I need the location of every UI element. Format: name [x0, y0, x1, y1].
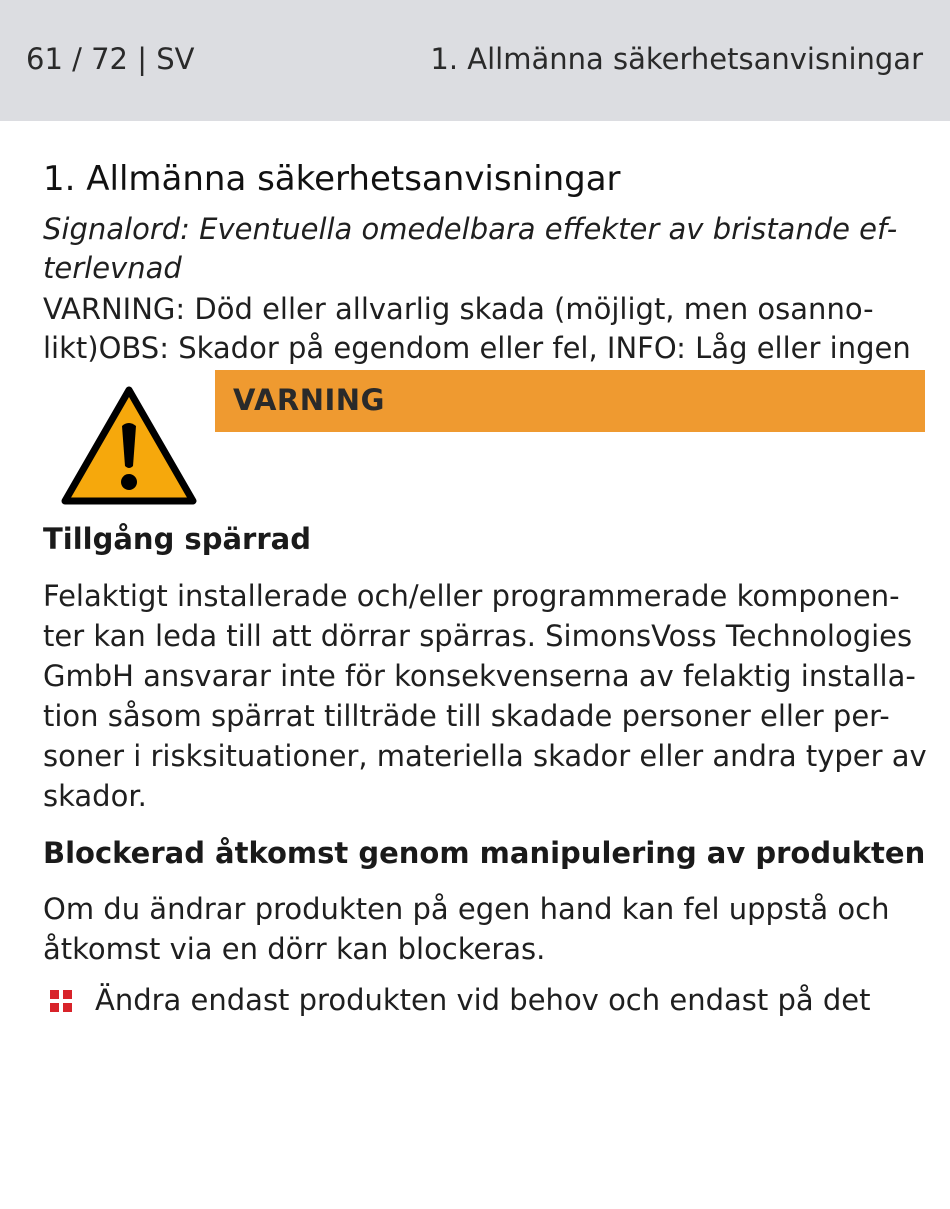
manipulation-text — [43, 889, 927, 969]
paragraph-line: soner i risksituationer, materiella skador eller andra typer av — [43, 739, 927, 773]
signal-line: terlevnad — [43, 251, 182, 285]
page-content — [43, 158, 927, 1020]
red-squares-bullet-icon — [50, 990, 72, 1012]
paragraph-line: GmbH ansvarar inte för konsekvenserna av felaktig installa- — [43, 659, 916, 693]
warning-label: VARNING — [233, 383, 385, 417]
warning-bar — [215, 370, 925, 432]
paragraph-line: Felaktigt installerade och/eller programmerade komponen- — [43, 579, 900, 613]
list-item — [43, 980, 927, 1020]
levels-line: likt)OBS: Skador på egendom eller fel, INFO: Låg eller ingen — [43, 331, 911, 365]
signal-levels — [43, 290, 927, 368]
section-title: 1. Allmänna säkerhetsanvisningar — [43, 159, 621, 199]
paragraph-line: Om du ändrar produkten på egen hand kan fel uppstå och — [43, 892, 890, 926]
signal-word-description — [43, 210, 927, 288]
page-header — [0, 0, 950, 121]
signal-line: Signalord: Eventuella omedelbara effekter av bristande ef- — [43, 212, 898, 246]
warning-triangle-icon — [59, 384, 199, 508]
paragraph-line: skador. — [43, 779, 147, 813]
paragraph-line: åtkomst via en dörr kan blockeras. — [43, 932, 546, 966]
access-blocked-text — [43, 576, 927, 816]
paragraph-line: tion såsom spärrat tillträde till skadade personer eller per- — [43, 699, 890, 733]
page-number: 61 / 72 | SV — [26, 42, 195, 76]
paragraph-line: ter kan leda till att dörrar spärras. SimonsVoss Technologies — [43, 619, 913, 653]
manipulation-title: Blockerad åtkomst genom manipulering av produkten — [43, 836, 926, 870]
chapter-title: 1. Allmänna säkerhetsanvisningar — [430, 42, 923, 76]
access-blocked-title: Tillgång spärrad — [43, 522, 311, 556]
list-item-text: Ändra endast produkten vid behov och endast på det — [95, 983, 871, 1017]
warning-block — [43, 370, 927, 520]
levels-line: VARNING: Död eller allvarlig skada (möjligt, men osanno- — [43, 292, 874, 326]
